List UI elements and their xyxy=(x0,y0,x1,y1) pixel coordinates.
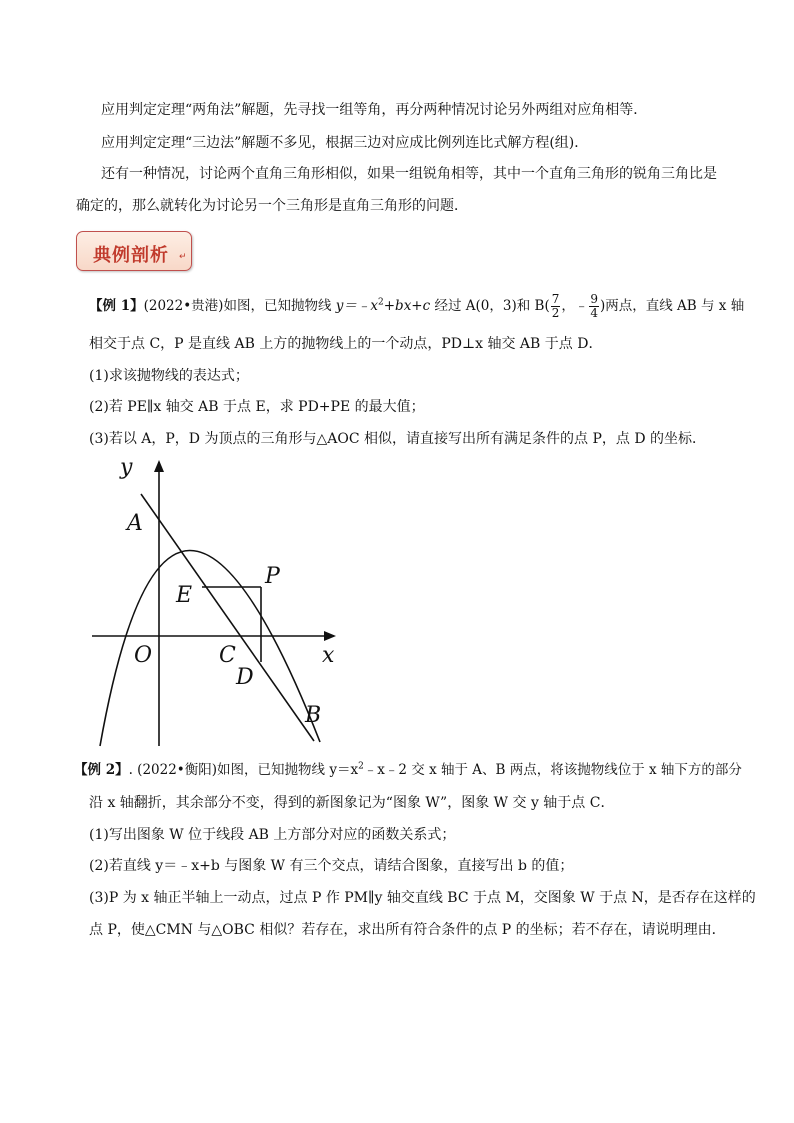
intro-line-1: 应用判定定理“两角法”解题，先寻找一组等角，再分两种情况讨论另外两组对应角相等． xyxy=(101,102,648,118)
example2-text-b: ﹣x﹣2 交 x 轴于 A、B 两点，将该抛物线位于 x 轴下方的部分 xyxy=(363,762,742,778)
example1-text-c: ，﹣ xyxy=(561,298,589,314)
section-badge-title: 典例剖析 xyxy=(93,245,169,266)
example1-equation: y＝﹣x xyxy=(335,298,378,314)
label-a: A xyxy=(127,511,143,536)
example2-question-1: (1)写出图象 W 位于线段 AB 上方部分对应的函数关系式； xyxy=(89,827,456,843)
example2-text-a: 如图，已知抛物线 y＝x xyxy=(217,762,359,778)
exponent-two: 2 xyxy=(378,297,384,308)
parabola-curve xyxy=(100,550,320,746)
example1-line-1 xyxy=(89,293,744,320)
label-c: C xyxy=(219,643,236,668)
label-o: O xyxy=(134,643,153,668)
label-b: B xyxy=(305,703,322,728)
intro-line-4: 确定的，那么就转化为讨论另一个三角形是直角三角形的问题． xyxy=(76,198,468,214)
exponent-two: 2 xyxy=(358,761,364,772)
example2-head: 【例 2】 xyxy=(74,762,129,778)
example1-equation-tail: +bx+c xyxy=(383,298,431,314)
label-y: y xyxy=(120,455,133,480)
intro-line-3: 还有一种情况，讨论两个直角三角形相似，如果一组锐角相等，其中一个直角三角形的锐角三角比是 xyxy=(101,166,717,182)
return-mark-icon: ↵ xyxy=(179,252,187,262)
example1-question-2: (2)若 PE∥x 轴交 AB 于点 E，求 PD+PE 的最大值； xyxy=(89,399,425,415)
line-ab xyxy=(141,494,314,741)
label-e: E xyxy=(176,583,193,608)
fraction-seven-halves: $\frac{7}{2}$ xyxy=(551,292,560,320)
section-badge xyxy=(76,231,192,271)
intro-line-2: 应用判定定理“三边法”解题不多见，根据三边对应成比例列连比式解方程(组)． xyxy=(101,135,589,151)
example2-question-3b: 点 P，使△CMN 与△OBC 相似？若存在，求出所有符合条件的点 P 的坐标；若不存在，请说明理由． xyxy=(89,922,726,938)
label-p: P xyxy=(265,564,280,589)
example1-head: 【例 1】 xyxy=(89,298,144,314)
example1-text-a: 如图，已知抛物线 xyxy=(223,298,336,314)
fraction-nine-quarters: $\frac{9}{4}$ xyxy=(590,292,598,320)
example2-question-2: (2)若直线 y＝﹣x+b 与图象 W 有三个交点，请结合图象，直接写出 b 的值； xyxy=(89,858,574,874)
example2-source: . (2022•衡阳) xyxy=(128,762,218,778)
example2-line-1 xyxy=(74,760,742,780)
example1-source: (2022•贵港) xyxy=(143,298,224,314)
label-d: D xyxy=(236,665,254,690)
example1-text-b: 经过 A(0，3)和 B( xyxy=(430,298,550,314)
parabola-figure xyxy=(86,452,346,752)
label-x: x xyxy=(322,643,335,668)
example1-question-3: (3)若以 A，P，D 为顶点的三角形与△AOC 相似，请直接写出所有满足条件的点 P，点 D 的坐标． xyxy=(89,431,706,447)
example1-line-2: 相交于点 C，P 是直线 AB 上方的抛物线上的一个动点，PD⊥x 轴交 AB 于点 D． xyxy=(89,336,603,352)
example1-question-1: (1)求该抛物线的表达式； xyxy=(89,368,249,384)
example2-question-3a: (3)P 为 x 轴正半轴上一动点，过点 P 作 PM∥y 轴交直线 BC 于点 M，交图象 W 于点 N，是否存在这样的 xyxy=(89,890,756,906)
example1-text-d: )两点，直线 AB 与 x 轴 xyxy=(600,298,745,314)
example2-line-2: 沿 x 轴翻折，其余部分不变，得到的新图象记为“图象 W”，图象 W 交 y 轴于点 C． xyxy=(89,795,615,811)
